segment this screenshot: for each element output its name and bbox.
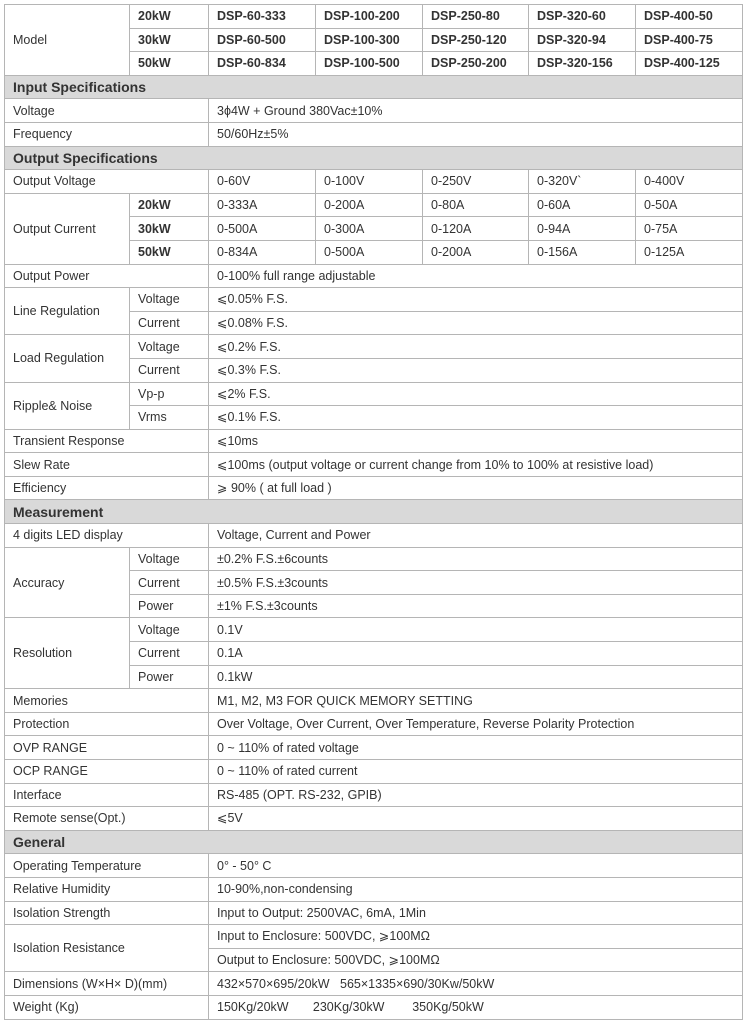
voltage-cell: 0-250V	[423, 170, 529, 194]
sub-label: Power	[130, 594, 209, 618]
row-operating-temperature	[5, 854, 743, 878]
row-value: ⩽0.08% F.S.	[209, 311, 743, 335]
row-value: ±0.2% F.S.±6counts	[209, 547, 743, 571]
sub-label: Voltage	[130, 288, 209, 312]
current-cell: 0-50A	[636, 193, 743, 217]
voltage-cell: 0-60V	[209, 170, 316, 194]
row-label: Weight (Kg)	[5, 995, 209, 1019]
current-cell: 0-94A	[529, 217, 636, 241]
section-general	[5, 830, 743, 854]
row-value: ⩽0.05% F.S.	[209, 288, 743, 312]
row-remote-sense	[5, 807, 743, 831]
sub-label: Vp-p	[130, 382, 209, 406]
row-line-regulation-voltage	[5, 288, 743, 312]
row-value: ⩽0.3% F.S.	[209, 358, 743, 382]
model-cell: DSP-320-94	[529, 28, 636, 52]
row-label: Slew Rate	[5, 453, 209, 477]
row-label: Operating Temperature	[5, 854, 209, 878]
voltage-cell: 0-100V	[316, 170, 423, 194]
row-label: Memories	[5, 689, 209, 713]
section-output	[5, 146, 743, 170]
row-value: 3ϕ4W + Ground 380Vac±10%	[209, 99, 743, 123]
row-value: Input to Output: 2500VAC, 6mA, 1Min	[209, 901, 743, 925]
row-value: ⩽5V	[209, 807, 743, 831]
power-rating: 20kW	[130, 5, 209, 29]
row-load-regulation-voltage	[5, 335, 743, 359]
model-cell: DSP-100-500	[316, 52, 423, 76]
row-output-current-20kw	[5, 193, 743, 217]
sub-label: Current	[130, 571, 209, 595]
row-accuracy-voltage	[5, 547, 743, 571]
current-cell: 0-120A	[423, 217, 529, 241]
model-cell: DSP-60-500	[209, 28, 316, 52]
section-input	[5, 75, 743, 99]
sub-label: Current	[130, 311, 209, 335]
row-value: 0-100% full range adjustable	[209, 264, 743, 288]
row-label: Output Current	[5, 193, 130, 264]
current-cell: 0-156A	[529, 240, 636, 264]
sub-label: Current	[130, 642, 209, 666]
row-ocp-range	[5, 760, 743, 784]
row-ripple-vpp	[5, 382, 743, 406]
row-label: Protection	[5, 712, 209, 736]
row-value: 0.1V	[209, 618, 743, 642]
sub-label: Voltage	[130, 618, 209, 642]
power-rating: 30kW	[130, 217, 209, 241]
current-cell: 0-500A	[209, 217, 316, 241]
row-label: Transient Response	[5, 429, 209, 453]
row-label: Voltage	[5, 99, 209, 123]
model-cell: DSP-320-156	[529, 52, 636, 76]
model-cell: DSP-100-300	[316, 28, 423, 52]
current-cell: 0-75A	[636, 217, 743, 241]
row-value: ⩽10ms	[209, 429, 743, 453]
sub-label: Vrms	[130, 406, 209, 430]
row-relative-humidity	[5, 877, 743, 901]
row-efficiency	[5, 476, 743, 500]
spec-table	[4, 4, 743, 1020]
row-label: Output Voltage	[5, 170, 209, 194]
row-label: Isolation Resistance	[5, 925, 209, 972]
row-value: ⩽0.2% F.S.	[209, 335, 743, 359]
row-value: ⩽0.1% F.S.	[209, 406, 743, 430]
power-rating: 50kW	[130, 240, 209, 264]
model-cell: DSP-400-125	[636, 52, 743, 76]
row-label: Interface	[5, 783, 209, 807]
power-rating: 50kW	[130, 52, 209, 76]
row-value: ±1% F.S.±3counts	[209, 594, 743, 618]
row-value: 50/60Hz±5%	[209, 122, 743, 146]
row-label: Ripple& Noise	[5, 382, 130, 429]
row-value: 0.1A	[209, 642, 743, 666]
model-cell: DSP-60-834	[209, 52, 316, 76]
model-cell: DSP-250-200	[423, 52, 529, 76]
row-label: Load Regulation	[5, 335, 130, 382]
row-input-frequency	[5, 122, 743, 146]
sub-label: Power	[130, 665, 209, 689]
section-title: Output Specifications	[5, 146, 743, 170]
row-label: 4 digits LED display	[5, 524, 209, 548]
model-cell: DSP-400-75	[636, 28, 743, 52]
model-label: Model	[5, 5, 130, 76]
row-value: 0 ~ 110% of rated current	[209, 760, 743, 784]
row-value: 0 ~ 110% of rated voltage	[209, 736, 743, 760]
row-protection	[5, 712, 743, 736]
row-value: Output to Enclosure: 500VDC, ⩾100MΩ	[209, 948, 743, 972]
current-cell: 0-125A	[636, 240, 743, 264]
section-title: Input Specifications	[5, 75, 743, 99]
model-cell: DSP-250-80	[423, 5, 529, 29]
row-value: RS-485 (OPT. RS-232, GPIB)	[209, 783, 743, 807]
row-value: M1, M2, M3 FOR QUICK MEMORY SETTING	[209, 689, 743, 713]
current-cell: 0-300A	[316, 217, 423, 241]
row-label: Efficiency	[5, 476, 209, 500]
row-label: Remote sense(Opt.)	[5, 807, 209, 831]
sub-label: Voltage	[130, 335, 209, 359]
sub-label: Voltage	[130, 547, 209, 571]
model-row-20kw	[5, 5, 743, 29]
row-value: ±0.5% F.S.±3counts	[209, 571, 743, 595]
sub-label: Current	[130, 358, 209, 382]
row-dimensions	[5, 972, 743, 996]
row-led-display	[5, 524, 743, 548]
model-cell: DSP-100-200	[316, 5, 423, 29]
row-transient	[5, 429, 743, 453]
row-label: Relative Humidity	[5, 877, 209, 901]
current-cell: 0-60A	[529, 193, 636, 217]
row-value: ⩽2% F.S.	[209, 382, 743, 406]
current-cell: 0-200A	[423, 240, 529, 264]
row-label: OCP RANGE	[5, 760, 209, 784]
current-cell: 0-80A	[423, 193, 529, 217]
row-interface	[5, 783, 743, 807]
row-value: 10-90%,non-condensing	[209, 877, 743, 901]
row-label: Output Power	[5, 264, 209, 288]
row-label: OVP RANGE	[5, 736, 209, 760]
row-value: ⩾ 90% ( at full load )	[209, 476, 743, 500]
row-value: 0° - 50° C	[209, 854, 743, 878]
row-value: Voltage, Current and Power	[209, 524, 743, 548]
current-cell: 0-500A	[316, 240, 423, 264]
row-label: Frequency	[5, 122, 209, 146]
row-isolation-resistance-input	[5, 925, 743, 949]
row-output-voltage	[5, 170, 743, 194]
section-title: Measurement	[5, 500, 743, 524]
row-memories	[5, 689, 743, 713]
voltage-cell: 0-320V`	[529, 170, 636, 194]
row-label: Isolation Strength	[5, 901, 209, 925]
current-cell: 0-834A	[209, 240, 316, 264]
row-weight	[5, 995, 743, 1019]
model-cell: DSP-60-333	[209, 5, 316, 29]
current-cell: 0-333A	[209, 193, 316, 217]
section-title: General	[5, 830, 743, 854]
row-input-voltage	[5, 99, 743, 123]
row-value: 0.1kW	[209, 665, 743, 689]
power-rating: 30kW	[130, 28, 209, 52]
model-cell: DSP-320-60	[529, 5, 636, 29]
power-rating: 20kW	[130, 193, 209, 217]
row-value: ⩽100ms (output voltage or current change from 10% to 100% at resistive load)	[209, 453, 743, 477]
model-cell: DSP-250-120	[423, 28, 529, 52]
row-label: Accuracy	[5, 547, 130, 618]
row-isolation-strength	[5, 901, 743, 925]
section-measurement	[5, 500, 743, 524]
row-resolution-voltage	[5, 618, 743, 642]
voltage-cell: 0-400V	[636, 170, 743, 194]
model-cell: DSP-400-50	[636, 5, 743, 29]
row-label: Line Regulation	[5, 288, 130, 335]
row-value: 432×570×695/20kW 565×1335×690/30Kw/50kW	[209, 972, 743, 996]
row-label: Dimensions (W×H× D)(mm)	[5, 972, 209, 996]
row-output-power	[5, 264, 743, 288]
current-cell: 0-200A	[316, 193, 423, 217]
row-label: Resolution	[5, 618, 130, 689]
row-slew-rate	[5, 453, 743, 477]
row-value: 150Kg/20kW 230Kg/30kW 350Kg/50kW	[209, 995, 743, 1019]
row-ovp-range	[5, 736, 743, 760]
row-value: Input to Enclosure: 500VDC, ⩾100MΩ	[209, 925, 743, 949]
row-value: Over Voltage, Over Current, Over Temperature, Reverse Polarity Protection	[209, 712, 743, 736]
